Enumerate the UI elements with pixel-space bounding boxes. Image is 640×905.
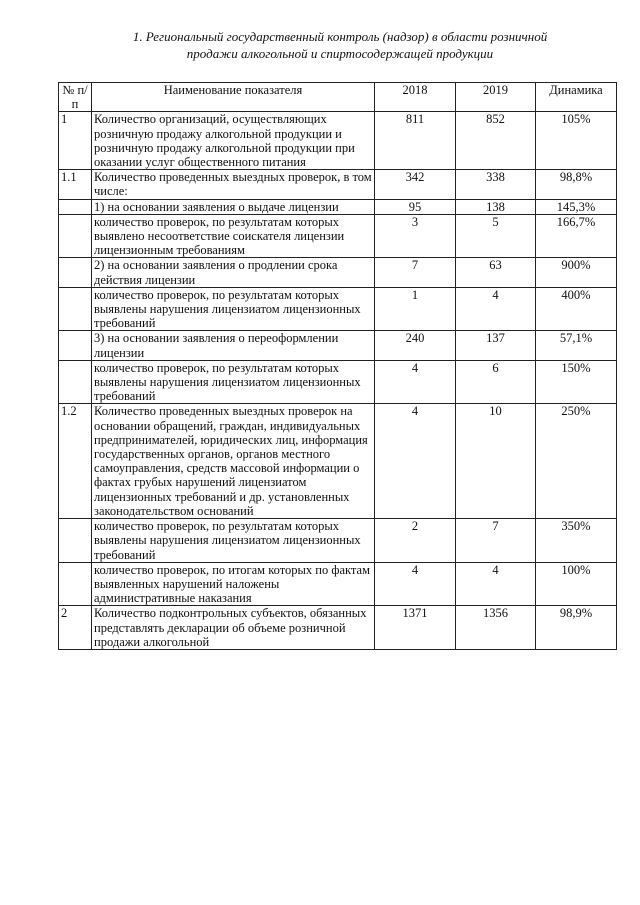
cell-num	[59, 199, 92, 214]
cell-num: 1.1	[59, 170, 92, 199]
cell-dynamics: 400%	[536, 287, 617, 331]
cell-value-2018: 1371	[375, 606, 456, 650]
section-heading	[60, 28, 620, 62]
cell-value-2019: 138	[456, 199, 536, 214]
indicators-table	[58, 82, 617, 650]
cell-indicator-name: Количество проведенных выездных проверок, в том числе:	[92, 170, 375, 199]
cell-dynamics: 98,9%	[536, 606, 617, 650]
table-header-row	[59, 83, 617, 112]
cell-num	[59, 214, 92, 258]
cell-value-2018: 240	[375, 331, 456, 360]
cell-num	[59, 287, 92, 331]
cell-indicator-name: количество проверок, по результатам которых выявлены нарушения лицензиатом лицензионных требований	[92, 519, 375, 563]
table-body	[59, 112, 617, 650]
cell-dynamics: 166,7%	[536, 214, 617, 258]
cell-value-2019: 6	[456, 360, 536, 404]
cell-dynamics: 57,1%	[536, 331, 617, 360]
cell-value-2019: 5	[456, 214, 536, 258]
header-num: № п/п	[59, 83, 92, 112]
table-row	[59, 112, 617, 170]
cell-dynamics: 900%	[536, 258, 617, 287]
cell-dynamics: 250%	[536, 404, 617, 519]
cell-indicator-name: Количество организаций, осуществляющих розничную продажу алкогольной продукции и розничную продажу алкогольной продукции при оказании услуг общественного питания	[92, 112, 375, 170]
cell-indicator-name: количество проверок, по результатам которых выявлены нарушения лицензиатом лицензионных требований	[92, 360, 375, 404]
section-heading-line-1: 1. Региональный государственный контроль (надзор) в области розничной	[132, 29, 548, 44]
cell-value-2018: 4	[375, 360, 456, 404]
cell-value-2019: 63	[456, 258, 536, 287]
cell-dynamics: 105%	[536, 112, 617, 170]
cell-num	[59, 519, 92, 563]
table-row	[59, 331, 617, 360]
table-row	[59, 360, 617, 404]
cell-value-2018: 811	[375, 112, 456, 170]
cell-num	[59, 331, 92, 360]
cell-value-2018: 95	[375, 199, 456, 214]
cell-value-2018: 2	[375, 519, 456, 563]
cell-num	[59, 562, 92, 606]
header-dynamics: Динамика	[536, 83, 617, 112]
cell-indicator-name: количество проверок, по результатам которых выявлено несоответствие соискателя лицензии лицензионным требованиям	[92, 214, 375, 258]
cell-value-2018: 4	[375, 562, 456, 606]
cell-indicator-name: количество проверок, по результатам которых выявлены нарушения лицензиатом лицензионных требований	[92, 287, 375, 331]
cell-dynamics: 145,3%	[536, 199, 617, 214]
section-heading-line-2: продажи алкогольной и спиртосодержащей продукции	[186, 46, 494, 61]
cell-indicator-name: 2) на основании заявления о продлении срока действия лицензии	[92, 258, 375, 287]
cell-value-2018: 7	[375, 258, 456, 287]
cell-indicator-name: 3) на основании заявления о переоформлении лицензии	[92, 331, 375, 360]
table-row	[59, 258, 617, 287]
table-row	[59, 562, 617, 606]
cell-value-2019: 4	[456, 562, 536, 606]
cell-value-2019: 10	[456, 404, 536, 519]
cell-indicator-name: количество проверок, по итогам которых по фактам выявленных нарушений наложены административные наказания	[92, 562, 375, 606]
header-year-2019: 2019	[456, 83, 536, 112]
table-row	[59, 214, 617, 258]
table-row	[59, 199, 617, 214]
table-row	[59, 287, 617, 331]
cell-value-2019: 137	[456, 331, 536, 360]
table-row	[59, 170, 617, 199]
cell-value-2018: 4	[375, 404, 456, 519]
table-row	[59, 519, 617, 563]
cell-value-2019: 4	[456, 287, 536, 331]
cell-indicator-name: 1) на основании заявления о выдаче лицензии	[92, 199, 375, 214]
cell-num: 1	[59, 112, 92, 170]
cell-num	[59, 360, 92, 404]
cell-num: 1.2	[59, 404, 92, 519]
cell-indicator-name: Количество проведенных выездных проверок на основании обращений, граждан, индивидуальных предпринимателей, юридических лиц, информация государственных органов, органов местного самоуправления, средств массовой информации о фактах грубых нарушений лицензиатом лицензионных требований и др. установленных законодательством оснований	[92, 404, 375, 519]
table-row	[59, 404, 617, 519]
cell-value-2019: 1356	[456, 606, 536, 650]
cell-value-2018: 1	[375, 287, 456, 331]
cell-value-2019: 852	[456, 112, 536, 170]
cell-value-2019: 7	[456, 519, 536, 563]
cell-value-2018: 342	[375, 170, 456, 199]
header-year-2018: 2018	[375, 83, 456, 112]
cell-num: 2	[59, 606, 92, 650]
table-row	[59, 606, 617, 650]
cell-value-2018: 3	[375, 214, 456, 258]
cell-dynamics: 150%	[536, 360, 617, 404]
cell-dynamics: 98,8%	[536, 170, 617, 199]
cell-dynamics: 100%	[536, 562, 617, 606]
cell-num	[59, 258, 92, 287]
header-name: Наименование показателя	[92, 83, 375, 112]
cell-indicator-name: Количество подконтрольных субъектов, обязанных представлять декларации об объеме розничной продажи алкогольной	[92, 606, 375, 650]
cell-dynamics: 350%	[536, 519, 617, 563]
cell-value-2019: 338	[456, 170, 536, 199]
